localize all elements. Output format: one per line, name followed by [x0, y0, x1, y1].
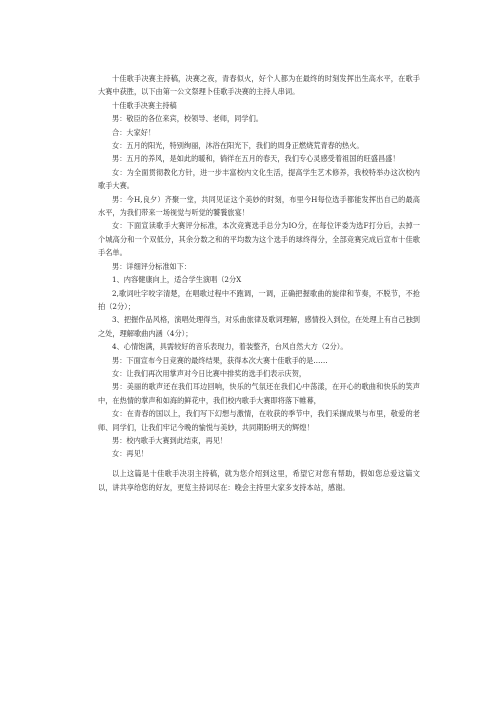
- criteria-item: 1、内容健康向上，适合学生演唱（2分X: [112, 275, 242, 285]
- dialogue-line: 女：五月的阳光，特别绚丽，沐浴在阳光下，我们的周身正燃烧荒青春的热火。: [112, 141, 364, 151]
- dialogue-line: 合：大家好！: [112, 127, 156, 137]
- criteria-item: 3、把握作品风格，演唱处理得当，对乐曲旅律及歌词理解，感情投入到位，在处理上有自己独到之处，理解歌曲内涵（4分）；: [98, 315, 420, 338]
- dialogue-line: 男：五月的养风，是如此的暖和，徜徉在五月的春天，我们专心灵感受着祖国的旺盛昌盛！: [112, 154, 400, 164]
- dialogue-line: 男：今H,良夕）齐聚一堂，共同见证这个美妙的时刻，布里今H每位选手都能发挥出自己的最高水平，为我们带来一场视觉与听觉的饕餮旅宴！: [98, 194, 420, 218]
- dialogue-line: 男：详细评分标准如下：: [112, 261, 192, 271]
- dialogue-line: 女：在青春的国以上，我们写下幻想与激情，在收获的季节中，我们采撷成果与布里，敬爱的老师、同学们，让我们牢记今晚的愉悦与美妙，共同期盼明天的辉煌！: [98, 409, 420, 432]
- dialogue-line: 女：下面宣读歌手大赛评分标准，本次竞赛选手总分为IO分，在每位评委为选F打分后，去掉一个城高分和一个双低分，其余分数之和的平均数为这个选手的球终得分，全部竞赛完成后宣布十佳歌手名单。: [98, 221, 420, 258]
- criteria-item: 2,歌词吐字咬字清楚，在唱歌过程中不跑调，一调，正确把握歌曲的旋律和节奏，不脱节，不抢拍（2分）；: [98, 288, 420, 311]
- intro-paragraph: 十佳歌手决赛主持稿，决赛之夜，青春似火，好个人都为在最终的时刻发挥出生高水平，在歌手大赛中获胜，以下由第一公文祭理卜佳歌手决赛的主持人串词。: [98, 74, 420, 97]
- dialogue-line: 女：再见！: [112, 449, 148, 459]
- closing-paragraph: 以上这篇是十佳歌手决羽主持稿，就为您介绍到这里，希望它对您有帮助，假如您总爱这篇文以，讲共享给您的好友，更览主持词尽在：晚会主持里大家多支持本站，感谢。: [98, 469, 420, 492]
- dialogue-line: 女：为全面贯彻教化方针，进一步丰富校内文化生活，提高学生艺术修养，我校特举办这次校内歌手大赛。: [98, 167, 420, 191]
- dialogue-line: 女：让我们再次用掌声对今日比赛中排奖的选手们表示庆贺，: [112, 368, 307, 378]
- dialogue-line: 男：下面宣布今日竞赛的最终结果，获得本次大赛十佳歌手的是……: [112, 355, 328, 365]
- dialogue-line: 男：校内歌手大赛到此结束，再见！: [112, 435, 228, 445]
- dialogue-line: 男：敬臣的各位来宾，校领导、老师，同学们。: [112, 114, 263, 124]
- dialogue-line: 男：美丽的歌声还在我们耳边回响，快乐的气氛还在我们心中荡漾，在开心的歌曲和快乐的笑声中，在热情的掌声和如海的鲜花中，我们校内歌手大赛即将落下帷幕，: [98, 382, 420, 405]
- criteria-item: 4、心情饱满，具需较好的音乐表现力，着装整齐，台风自然大方（2分）。: [112, 342, 348, 352]
- document-body: [98, 72, 420, 494]
- script-title: 十佳歌手决赛主持稿: [112, 100, 177, 110]
